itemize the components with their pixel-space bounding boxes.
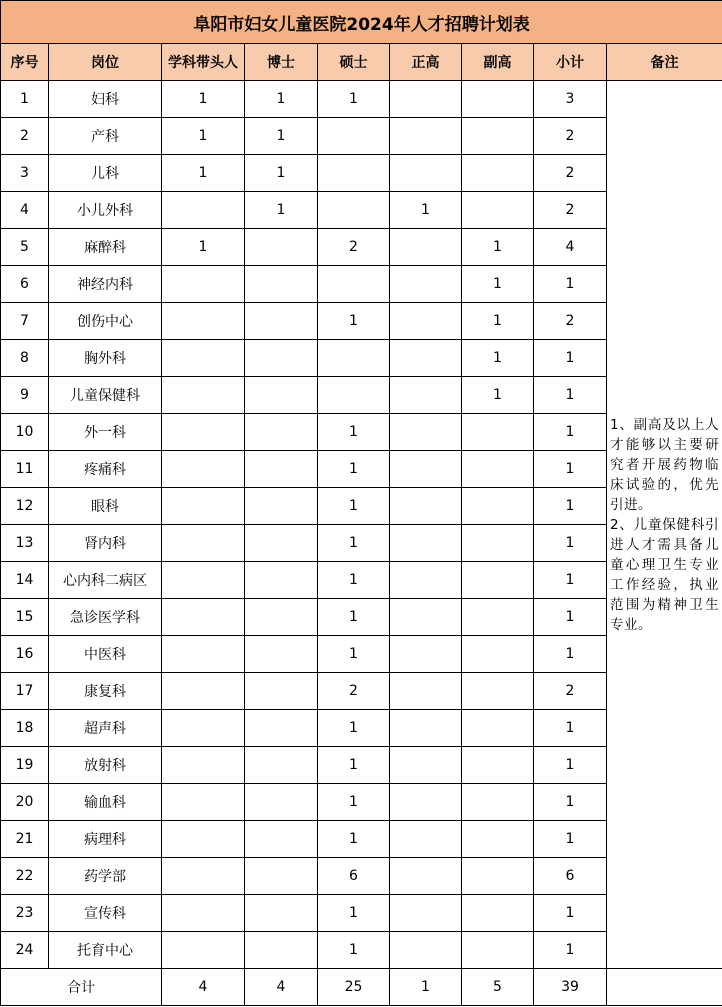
cell-subtotal: 1: [534, 636, 607, 673]
cell-leader: [162, 710, 245, 747]
cell-position: 病理科: [49, 821, 162, 858]
cell-position: 疼痛科: [49, 451, 162, 488]
cell-subtotal: 1: [534, 710, 607, 747]
cell-vice-senior: [462, 784, 534, 821]
notes-cell: [607, 81, 722, 969]
cell-phd: [245, 414, 318, 451]
cell-index: 6: [1, 266, 49, 303]
cell-senior: [390, 562, 462, 599]
cell-position: 托育中心: [49, 932, 162, 969]
cell-senior: [390, 229, 462, 266]
cell-phd: 1: [245, 81, 318, 118]
cell-phd: [245, 303, 318, 340]
cell-vice-senior: [462, 155, 534, 192]
cell-vice-senior: [462, 192, 534, 229]
cell-phd: [245, 747, 318, 784]
cell-vice-senior: [462, 488, 534, 525]
cell-leader: [162, 525, 245, 562]
cell-subtotal: 2: [534, 155, 607, 192]
cell-senior: [390, 377, 462, 414]
header-master: 硕士: [318, 44, 390, 81]
cell-leader: 1: [162, 155, 245, 192]
cell-index: 17: [1, 673, 49, 710]
cell-phd: [245, 895, 318, 932]
cell-subtotal: 1: [534, 599, 607, 636]
cell-senior: [390, 118, 462, 155]
cell-master: 2: [318, 673, 390, 710]
cell-position: 麻醉科: [49, 229, 162, 266]
cell-index: 3: [1, 155, 49, 192]
totals-phd: 4: [245, 969, 318, 1006]
cell-master: 6: [318, 858, 390, 895]
cell-position: 眼科: [49, 488, 162, 525]
cell-position: 妇科: [49, 81, 162, 118]
cell-subtotal: 2: [534, 673, 607, 710]
cell-position: 肾内科: [49, 525, 162, 562]
cell-master: [318, 266, 390, 303]
cell-senior: [390, 747, 462, 784]
header-vice-senior: 副高: [462, 44, 534, 81]
cell-vice-senior: [462, 414, 534, 451]
cell-index: 2: [1, 118, 49, 155]
cell-senior: [390, 340, 462, 377]
cell-master: 1: [318, 414, 390, 451]
table-title: 阜阳市妇女儿童医院2024年人才招聘计划表: [1, 1, 722, 44]
cell-leader: [162, 192, 245, 229]
cell-index: 13: [1, 525, 49, 562]
cell-phd: [245, 599, 318, 636]
cell-subtotal: 1: [534, 488, 607, 525]
cell-phd: [245, 673, 318, 710]
cell-senior: [390, 525, 462, 562]
cell-senior: [390, 858, 462, 895]
cell-index: 20: [1, 784, 49, 821]
cell-leader: [162, 488, 245, 525]
header-phd: 博士: [245, 44, 318, 81]
cell-vice-senior: [462, 858, 534, 895]
cell-senior: [390, 895, 462, 932]
cell-leader: [162, 784, 245, 821]
cell-master: 1: [318, 303, 390, 340]
cell-index: 19: [1, 747, 49, 784]
cell-senior: 1: [390, 192, 462, 229]
cell-position: 药学部: [49, 858, 162, 895]
totals-leader: 4: [162, 969, 245, 1006]
cell-subtotal: 1: [534, 562, 607, 599]
cell-subtotal: 2: [534, 118, 607, 155]
cell-position: 儿童保健科: [49, 377, 162, 414]
cell-position: 中医科: [49, 636, 162, 673]
cell-position: 宣传科: [49, 895, 162, 932]
header-subtotal: 小计: [534, 44, 607, 81]
cell-vice-senior: [462, 599, 534, 636]
cell-phd: [245, 229, 318, 266]
cell-index: 16: [1, 636, 49, 673]
cell-master: 1: [318, 488, 390, 525]
cell-index: 24: [1, 932, 49, 969]
cell-index: 15: [1, 599, 49, 636]
totals-label: 合计: [1, 969, 162, 1006]
cell-subtotal: 1: [534, 784, 607, 821]
cell-vice-senior: [462, 673, 534, 710]
cell-leader: [162, 414, 245, 451]
cell-vice-senior: [462, 562, 534, 599]
cell-leader: [162, 562, 245, 599]
cell-master: 1: [318, 932, 390, 969]
cell-position: 康复科: [49, 673, 162, 710]
cell-senior: [390, 488, 462, 525]
cell-phd: 1: [245, 155, 318, 192]
cell-vice-senior: [462, 636, 534, 673]
cell-master: [318, 118, 390, 155]
cell-leader: [162, 821, 245, 858]
cell-master: 1: [318, 895, 390, 932]
cell-position: 放射科: [49, 747, 162, 784]
cell-master: 1: [318, 821, 390, 858]
cell-phd: [245, 488, 318, 525]
cell-vice-senior: 1: [462, 266, 534, 303]
cell-phd: [245, 266, 318, 303]
cell-senior: [390, 636, 462, 673]
cell-phd: 1: [245, 118, 318, 155]
cell-subtotal: 3: [534, 81, 607, 118]
table-body: [1, 81, 722, 969]
cell-index: 21: [1, 821, 49, 858]
cell-subtotal: 1: [534, 895, 607, 932]
cell-subtotal: 1: [534, 340, 607, 377]
cell-leader: 1: [162, 229, 245, 266]
cell-leader: [162, 895, 245, 932]
cell-index: 9: [1, 377, 49, 414]
cell-vice-senior: [462, 525, 534, 562]
cell-vice-senior: [462, 895, 534, 932]
cell-position: 儿科: [49, 155, 162, 192]
cell-vice-senior: [462, 821, 534, 858]
cell-position: 胸外科: [49, 340, 162, 377]
note-item: 1、副高及以上人才能够以主要研究者开展药物临床试验的，优先引进。: [610, 416, 720, 513]
cell-master: [318, 340, 390, 377]
cell-leader: 1: [162, 81, 245, 118]
cell-phd: [245, 784, 318, 821]
cell-senior: [390, 784, 462, 821]
cell-master: 1: [318, 81, 390, 118]
cell-index: 4: [1, 192, 49, 229]
cell-subtotal: 4: [534, 229, 607, 266]
cell-leader: [162, 340, 245, 377]
cell-subtotal: 1: [534, 932, 607, 969]
header-position: 岗位: [49, 44, 162, 81]
cell-vice-senior: [462, 451, 534, 488]
cell-master: 2: [318, 229, 390, 266]
cell-senior: [390, 710, 462, 747]
cell-senior: [390, 266, 462, 303]
cell-position: 心内科二病区: [49, 562, 162, 599]
cell-index: 18: [1, 710, 49, 747]
totals-master: 25: [318, 969, 390, 1006]
cell-master: 1: [318, 784, 390, 821]
cell-index: 8: [1, 340, 49, 377]
header-index: 序号: [1, 44, 49, 81]
cell-index: 1: [1, 81, 49, 118]
cell-phd: [245, 858, 318, 895]
header-leader: 学科带头人: [162, 44, 245, 81]
cell-vice-senior: 1: [462, 229, 534, 266]
cell-senior: [390, 821, 462, 858]
header-row: [1, 44, 722, 81]
cell-subtotal: 1: [534, 414, 607, 451]
cell-subtotal: 2: [534, 192, 607, 229]
cell-subtotal: 1: [534, 451, 607, 488]
cell-phd: [245, 636, 318, 673]
cell-position: 急诊医学科: [49, 599, 162, 636]
cell-master: 1: [318, 451, 390, 488]
cell-subtotal: 2: [534, 303, 607, 340]
header-notes: 备注: [607, 44, 722, 81]
cell-senior: [390, 155, 462, 192]
cell-leader: [162, 673, 245, 710]
cell-senior: [390, 599, 462, 636]
cell-phd: [245, 562, 318, 599]
cell-senior: [390, 414, 462, 451]
cell-vice-senior: [462, 932, 534, 969]
cell-vice-senior: [462, 747, 534, 784]
cell-senior: [390, 303, 462, 340]
cell-leader: [162, 636, 245, 673]
cell-position: 输血科: [49, 784, 162, 821]
cell-subtotal: 1: [534, 377, 607, 414]
cell-subtotal: 6: [534, 858, 607, 895]
cell-leader: [162, 599, 245, 636]
cell-master: 1: [318, 525, 390, 562]
cell-position: 外一科: [49, 414, 162, 451]
cell-index: 10: [1, 414, 49, 451]
cell-leader: [162, 747, 245, 784]
cell-index: 12: [1, 488, 49, 525]
cell-index: 7: [1, 303, 49, 340]
cell-phd: [245, 451, 318, 488]
cell-index: 22: [1, 858, 49, 895]
cell-vice-senior: [462, 81, 534, 118]
header-senior: 正高: [390, 44, 462, 81]
cell-phd: [245, 710, 318, 747]
cell-master: [318, 155, 390, 192]
cell-senior: [390, 81, 462, 118]
cell-position: 产科: [49, 118, 162, 155]
totals-row: [1, 969, 722, 1006]
cell-master: 1: [318, 747, 390, 784]
cell-leader: 1: [162, 118, 245, 155]
cell-phd: [245, 821, 318, 858]
cell-master: 1: [318, 599, 390, 636]
cell-master: 1: [318, 710, 390, 747]
cell-phd: [245, 932, 318, 969]
cell-index: 14: [1, 562, 49, 599]
cell-vice-senior: 1: [462, 303, 534, 340]
cell-vice-senior: [462, 710, 534, 747]
cell-leader: [162, 303, 245, 340]
cell-master: [318, 377, 390, 414]
cell-position: 神经内科: [49, 266, 162, 303]
cell-position: 创伤中心: [49, 303, 162, 340]
cell-subtotal: 1: [534, 266, 607, 303]
table-row: [1, 81, 722, 118]
cell-senior: [390, 673, 462, 710]
cell-vice-senior: 1: [462, 340, 534, 377]
cell-leader: [162, 266, 245, 303]
cell-master: [318, 192, 390, 229]
note-item: 2、儿童保健科引进人才需具备儿童心理卫生专业工作经验，执业范围为精神卫生专业。: [610, 516, 720, 633]
cell-index: 11: [1, 451, 49, 488]
totals-subtotal: 39: [534, 969, 607, 1006]
cell-phd: [245, 525, 318, 562]
cell-leader: [162, 932, 245, 969]
cell-master: 1: [318, 636, 390, 673]
totals-notes-empty: [607, 969, 722, 1006]
cell-leader: [162, 377, 245, 414]
cell-subtotal: 1: [534, 747, 607, 784]
cell-subtotal: 1: [534, 821, 607, 858]
cell-index: 5: [1, 229, 49, 266]
cell-index: 23: [1, 895, 49, 932]
cell-position: 小儿外科: [49, 192, 162, 229]
totals-senior: 1: [390, 969, 462, 1006]
cell-senior: [390, 451, 462, 488]
cell-subtotal: 1: [534, 525, 607, 562]
cell-vice-senior: [462, 118, 534, 155]
cell-position: 超声科: [49, 710, 162, 747]
cell-leader: [162, 451, 245, 488]
cell-phd: [245, 340, 318, 377]
cell-phd: [245, 377, 318, 414]
cell-senior: [390, 932, 462, 969]
cell-vice-senior: 1: [462, 377, 534, 414]
cell-master: 1: [318, 562, 390, 599]
cell-phd: 1: [245, 192, 318, 229]
totals-vice-senior: 5: [462, 969, 534, 1006]
cell-leader: [162, 858, 245, 895]
